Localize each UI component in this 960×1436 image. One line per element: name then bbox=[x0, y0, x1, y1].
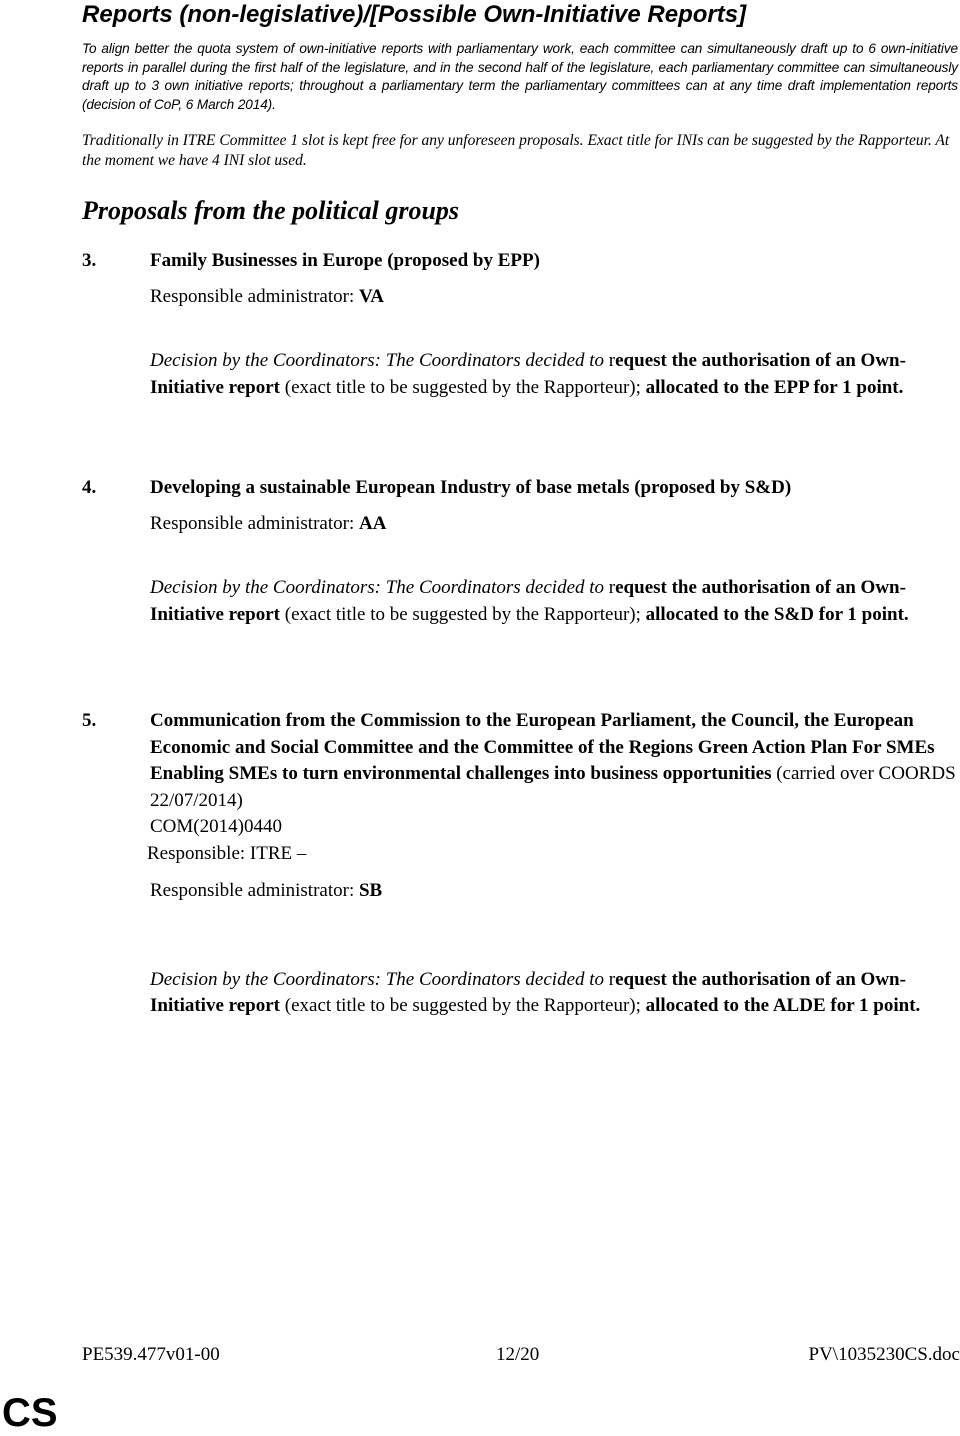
coordinators-decision bbox=[150, 967, 958, 1020]
document-reference: COM(2014)0440 bbox=[150, 816, 282, 837]
admin-value: AA bbox=[358, 512, 387, 534]
responsible-administrator bbox=[150, 878, 958, 905]
coordinators-decision bbox=[150, 348, 958, 401]
group-proposals-title: Proposals from the political groups bbox=[82, 196, 460, 225]
decision-group: EPP for 1 point. bbox=[773, 376, 904, 398]
admin-label: Responsible administrator: bbox=[150, 285, 359, 307]
decision-allocated: allocated to the bbox=[645, 603, 774, 625]
decision-lead-plain: r bbox=[608, 968, 616, 990]
decision-request: equest the authorisation of an Own-Initiative report bbox=[150, 968, 906, 1016]
admin-label: Responsible administrator: bbox=[150, 880, 359, 901]
item-body bbox=[147, 708, 958, 1020]
proposal-item-5 bbox=[82, 708, 958, 1048]
admin-value: SB bbox=[358, 880, 383, 901]
decision-allocated: allocated to the bbox=[645, 376, 774, 398]
intro-paragraph: To align better the quota system of own-initiative reports with parliamentary work, each committee can simultaneously draft up to 6 own-initiative reports in parallel during the first half of the legislature, and in the second half of the legislature, each parliamentary committee can simultaneously draft up to 3 own initiative reports; throughout a parliamentary term the parliamentary committees can at any time draft implementation reports (decision of CoP, 6 March 2014). bbox=[82, 41, 958, 112]
proposal-item-4 bbox=[82, 475, 958, 665]
decision-lead-plain: r bbox=[608, 577, 616, 598]
page-footer bbox=[82, 1341, 960, 1369]
decision-request: equest the authorisation of an Own-Initiative report bbox=[150, 350, 906, 398]
item-title: Developing a sustainable European Industry of base metals (proposed by S&D) bbox=[150, 477, 792, 498]
section-title: Reports (non-legislative)/[Possible Own-Initiative Reports] bbox=[82, 1, 747, 28]
item-title: Family Businesses in Europe (proposed by EPP) bbox=[150, 250, 540, 271]
decision-group: S&D for 1 point. bbox=[773, 603, 909, 625]
responsible-administrator bbox=[150, 284, 958, 311]
decision-middle: (exact title to be suggested by the Rapporteur); bbox=[280, 376, 646, 398]
item-number: 3. bbox=[82, 250, 97, 271]
item-title bbox=[150, 708, 958, 814]
decision-allocated: allocated to the bbox=[645, 995, 773, 1016]
item-number: 5. bbox=[82, 710, 97, 731]
responsible-committee: Responsible: ITRE – bbox=[147, 842, 307, 864]
page-number: 12/20 bbox=[496, 1344, 540, 1365]
decision-lead: Decision by the Coordinators: The Coordinators decided to bbox=[150, 968, 609, 990]
admin-value: VA bbox=[358, 285, 384, 307]
decision-request: equest the authorisation of an Own-Initiative report bbox=[150, 577, 906, 625]
coordinators-decision bbox=[150, 575, 958, 628]
carried-over-note: (carried over COORDS 22/07/2014) bbox=[150, 763, 956, 811]
file-name: PV\1035230CS.doc bbox=[808, 1344, 960, 1365]
item-body bbox=[150, 248, 958, 401]
document-reference-code: PE539.477v01-00 bbox=[82, 1344, 220, 1365]
itre-note: Traditionally in ITRE Committee 1 slot is kept free for any unforeseen proposals. Exact title for INIs can be suggested by the Rapporteur. At the moment we have 4 INI slot used. bbox=[82, 132, 950, 169]
decision-lead-plain: r bbox=[608, 350, 616, 371]
decision-middle: (exact title to be suggested by the Rapporteur); bbox=[280, 603, 646, 625]
language-code: CS bbox=[2, 1391, 58, 1435]
decision-group: ALDE for 1 point. bbox=[772, 995, 921, 1016]
proposal-item-3 bbox=[82, 248, 958, 418]
decision-lead: Decision by the Coordinators: The Coordinators decided to bbox=[150, 577, 609, 598]
decision-middle: (exact title to be suggested by the Rapporteur); bbox=[280, 995, 646, 1016]
item-number: 4. bbox=[82, 477, 97, 498]
decision-lead: Decision by the Coordinators: The Coordinators decided to bbox=[150, 350, 609, 371]
item-title-text: Communication from the Commission to the European Parliament, the Council, the European Economic and Social Committee and the Committee of the Regions Green Action Plan For SMEs Enabling SMEs to turn environmental challenges into business opportunities bbox=[150, 710, 935, 784]
responsible-administrator bbox=[150, 511, 958, 538]
admin-label: Responsible administrator: bbox=[150, 512, 359, 534]
item-body bbox=[150, 475, 958, 628]
